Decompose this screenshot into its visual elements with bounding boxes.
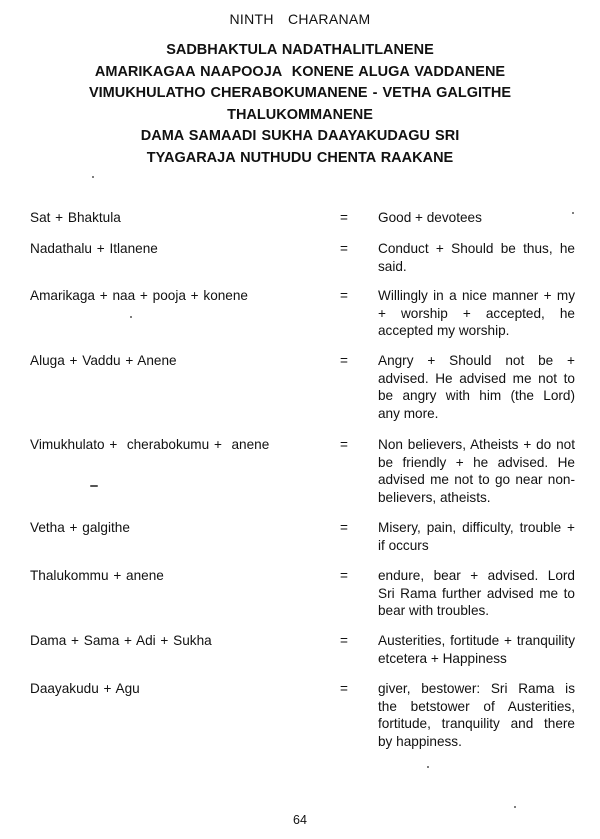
scan-speck — [572, 212, 574, 214]
meaning-line: Good + devotees — [378, 210, 482, 225]
scan-speck — [92, 176, 94, 178]
equals-sign: = — [340, 568, 348, 583]
meaning-line: Conduct + Should be thus, he — [378, 241, 575, 256]
meaning-line: Austerities, fortitude + tranquility — [378, 633, 575, 648]
meaning-line: by happiness. — [378, 733, 462, 749]
glossary-term: Vimukhulato + cherabokumu + anene — [30, 437, 270, 452]
meaning-line: said. — [378, 258, 407, 274]
meaning-line: bear with troubles. — [378, 603, 490, 619]
glossary-term: Daayakudu + Agu — [30, 681, 140, 696]
equals-sign: = — [340, 288, 348, 303]
meaning-line: accepted my worship. — [378, 323, 510, 339]
meaning-line: giver, bestower: Sri Rama is — [378, 681, 575, 696]
equals-sign: = — [340, 681, 348, 696]
meaning-line: believers, atheists. — [378, 489, 491, 505]
verse-line: SADBHAKTULA NADATHALITLANENE — [166, 42, 434, 58]
meaning-line: the betstower of Austerities, — [378, 698, 575, 714]
equals-sign: = — [340, 437, 348, 452]
meaning-line: Willingly in a nice manner + my — [378, 288, 575, 303]
glossary-term: Dama + Sama + Adi + Sukha — [30, 633, 212, 648]
scan-speck — [90, 485, 98, 487]
glossary-meaning — [378, 209, 575, 227]
meaning-line: fortitude, tranquility and there — [378, 716, 575, 732]
meaning-line: be angry with him (the Lord) — [378, 388, 575, 404]
glossary-meaning — [378, 240, 575, 275]
meaning-line: if occurs — [378, 537, 429, 553]
meaning-line: Angry + Should not be + — [378, 353, 575, 368]
glossary-term: Amarikaga + naa + pooja + konene — [30, 288, 248, 303]
verse-line: DAMA SAMAADI SUKHA DAAYAKUDAGU SRI — [140, 128, 460, 145]
meaning-line: Non believers, Atheists + do not — [378, 437, 575, 452]
glossary-term: Vetha + galgithe — [30, 520, 130, 535]
glossary-term: Thalukommu + anene — [30, 568, 164, 583]
glossary-meaning — [378, 632, 575, 667]
glossary-meaning — [378, 436, 575, 506]
glossary-meaning — [378, 519, 575, 554]
meaning-line: endure, bear + advised. Lord — [378, 568, 575, 583]
meaning-line: Misery, pain, difficulty, trouble + — [378, 520, 575, 535]
verse-line: VIMUKHULATHO CHERABOKUMANENE - VETHA GALGITHE — [88, 85, 512, 102]
glossary-term: Aluga + Vaddu + Anene — [30, 353, 177, 368]
equals-sign: = — [340, 353, 348, 368]
scan-speck — [130, 316, 132, 318]
page-number: 64 — [293, 813, 307, 827]
scan-speck — [427, 766, 429, 768]
glossary-term: Nadathalu + Itlanene — [30, 241, 158, 256]
meaning-line: etcetera + Happiness — [378, 650, 507, 666]
meaning-line: any more. — [378, 405, 439, 421]
verse-line: THALUKOMMANENE — [227, 106, 373, 123]
equals-sign: = — [340, 241, 348, 256]
glossary-term: Sat + Bhaktula — [30, 210, 121, 225]
meaning-line: advised me not to go near non- — [378, 472, 575, 488]
verse-line: TYAGARAJA NUTHUDU CHENTA RAAKANE — [146, 149, 454, 166]
meaning-line: + worship + accepted, he — [378, 305, 575, 321]
glossary-meaning — [378, 352, 575, 422]
glossary-meaning — [378, 680, 575, 750]
equals-sign: = — [340, 633, 348, 648]
meaning-line: Sri Rama further advised me to — [378, 585, 575, 601]
scan-speck — [514, 806, 516, 808]
equals-sign: = — [340, 210, 348, 225]
meaning-line: advised. He advised me not to — [378, 370, 575, 386]
meaning-line: be friendly + he advised. He — [378, 454, 575, 470]
equals-sign: = — [340, 520, 348, 535]
section-heading: NINTH CHARANAM — [229, 11, 371, 27]
verse-line: AMARIKAGAA NAAPOOJA KONENE ALUGA VADDANENE — [94, 63, 506, 80]
glossary-meaning — [378, 567, 575, 620]
glossary-meaning — [378, 287, 575, 340]
